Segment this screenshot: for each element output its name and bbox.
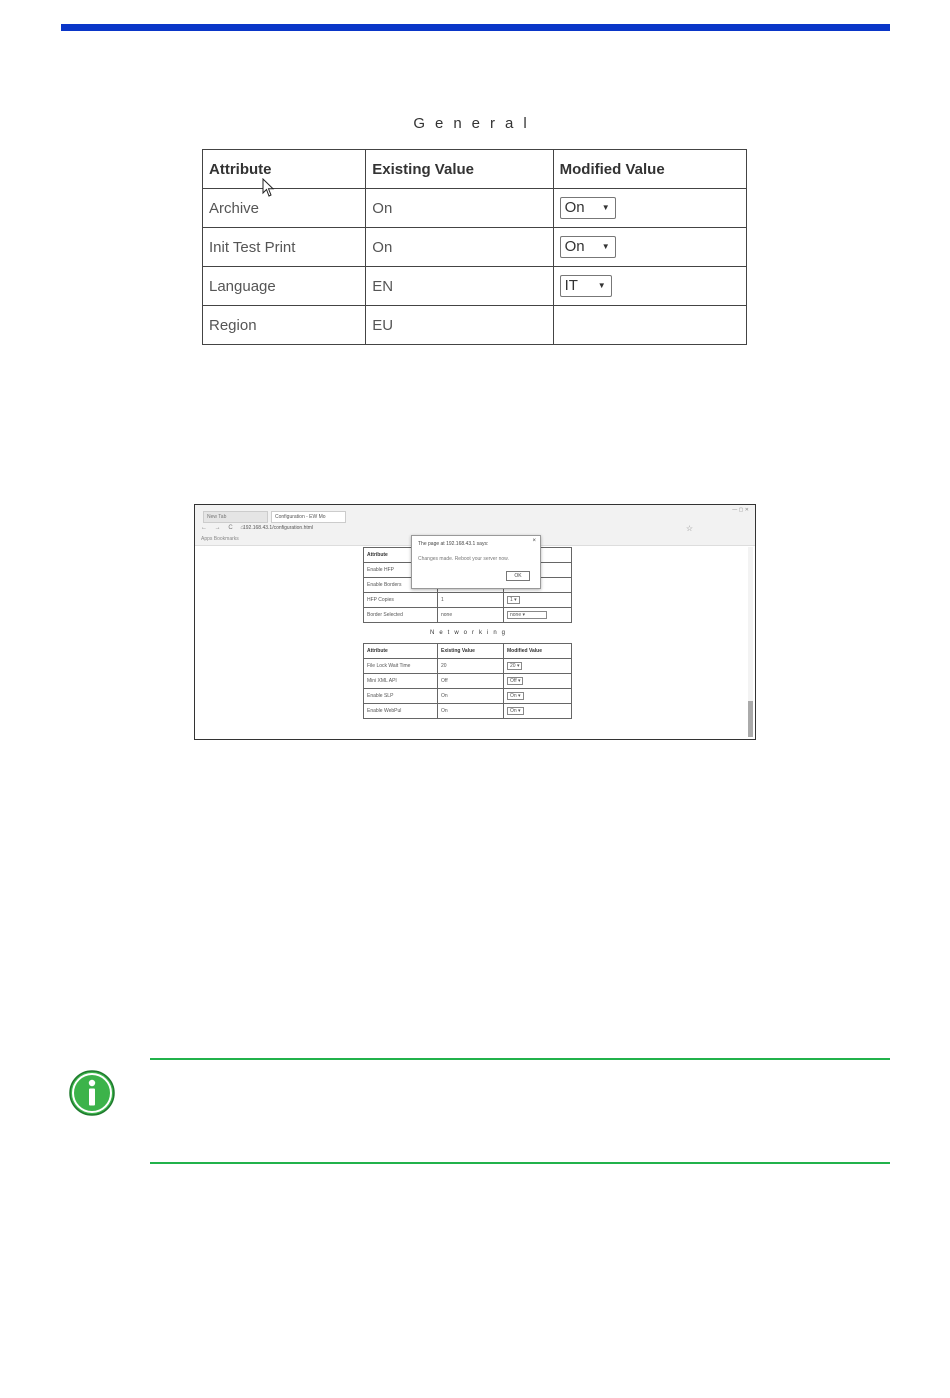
archive-select[interactable] <box>560 197 616 219</box>
modified-value-cell <box>553 228 746 267</box>
attribute-cell: HFP Copies <box>364 593 438 608</box>
modified-value-cell <box>504 593 572 608</box>
attribute-cell: Language <box>203 267 366 306</box>
existing-value-cell: On <box>438 689 504 704</box>
existing-value-cell: On <box>366 228 553 267</box>
attribute-cell: File Lock Wait Time <box>364 659 438 674</box>
table-row <box>203 306 747 345</box>
ok-button[interactable]: OK <box>506 571 530 581</box>
window-controls[interactable]: — ▢ ✕ <box>732 507 749 513</box>
header-modified-value: Modified Value <box>504 644 572 659</box>
table-row <box>203 228 747 267</box>
table-row <box>203 189 747 228</box>
bookmark-star-icon[interactable]: ☆ <box>685 524 693 533</box>
info-icon <box>68 1069 116 1117</box>
attribute-cell: Region <box>203 306 366 345</box>
attribute-cell: Init Test Print <box>203 228 366 267</box>
attribute-cell: Mini XML API <box>364 674 438 689</box>
browser-tab-active[interactable]: Configuration - EW Mo <box>271 511 346 523</box>
close-icon[interactable]: × <box>532 538 536 544</box>
dialog-message: Changes made. Reboot your server now. <box>418 556 509 562</box>
nav-buttons[interactable]: ← → C ⌂ <box>201 525 247 531</box>
screenshot-table-2 <box>363 643 572 719</box>
browser-tab[interactable]: New Tab <box>203 511 268 523</box>
table-row <box>203 267 747 306</box>
select-value: On <box>564 199 585 216</box>
attribute-cell: Enable HFP <box>364 563 438 578</box>
modified-value-cell <box>504 608 572 623</box>
modified-value-cell <box>553 306 746 345</box>
scrollbar-thumb[interactable] <box>748 701 753 737</box>
attribute-cell: Border Selected <box>364 608 438 623</box>
init-test-print-select[interactable] <box>560 236 616 258</box>
header-existing-value: Existing Value <box>438 644 504 659</box>
mini-select[interactable]: On ▾ <box>507 707 524 715</box>
dropdown-arrow-icon: ▼ <box>601 203 610 212</box>
header-attribute: Attribute <box>364 644 438 659</box>
existing-value-cell: Off <box>438 674 504 689</box>
existing-value-cell: On <box>366 189 553 228</box>
modified-value-cell <box>504 659 572 674</box>
dropdown-arrow-icon: ▼ <box>601 242 610 251</box>
existing-value-cell: EU <box>366 306 553 345</box>
bookmarks-bar[interactable]: Apps Bookmarks <box>201 536 239 542</box>
modified-value-cell <box>504 674 572 689</box>
modified-value-cell <box>553 267 746 306</box>
mini-select[interactable]: On ▾ <box>507 692 524 700</box>
language-select[interactable] <box>560 275 612 297</box>
mouse-pointer-icon <box>262 178 276 198</box>
header-existing-value: Existing Value <box>366 150 553 189</box>
modified-value-cell <box>504 704 572 719</box>
attribute-cell: Archive <box>203 189 366 228</box>
modified-value-cell <box>504 689 572 704</box>
general-section-title: General <box>413 115 537 132</box>
alert-dialog <box>411 535 541 589</box>
mini-select[interactable]: none ▾ <box>507 611 547 619</box>
header-attribute: Attribute <box>364 548 438 563</box>
existing-value-cell: On <box>438 704 504 719</box>
networking-title: Networking <box>429 630 510 636</box>
mini-select[interactable]: Off ▾ <box>507 677 523 685</box>
mini-select[interactable]: 20 ▾ <box>507 662 522 670</box>
browser-screenshot <box>194 504 756 740</box>
dialog-title: The page at 192.168.43.1 says: <box>418 541 489 547</box>
attribute-cell: Enable WebPul <box>364 704 438 719</box>
table-header-row <box>203 150 747 189</box>
address-bar[interactable]: 192.168.43.1/configuration.html <box>243 525 314 531</box>
header-modified-value: Modified Value <box>553 150 746 189</box>
select-value: IT <box>564 277 578 294</box>
dropdown-arrow-icon: ▼ <box>597 281 606 290</box>
header-attribute: Attribute <box>203 150 366 189</box>
select-value: On <box>564 238 585 255</box>
existing-value-cell: 20 <box>438 659 504 674</box>
header-bar <box>61 24 890 31</box>
attribute-cell: Enable Borders <box>364 578 438 593</box>
note-top-rule <box>150 1058 890 1060</box>
mini-select[interactable]: 1 ▾ <box>507 596 520 604</box>
existing-value-cell: none <box>438 608 504 623</box>
general-table <box>202 149 747 345</box>
existing-value-cell: 1 <box>438 593 504 608</box>
note-bottom-rule <box>150 1162 890 1164</box>
modified-value-cell <box>553 189 746 228</box>
attribute-cell: Enable SLP <box>364 689 438 704</box>
existing-value-cell: EN <box>366 267 553 306</box>
